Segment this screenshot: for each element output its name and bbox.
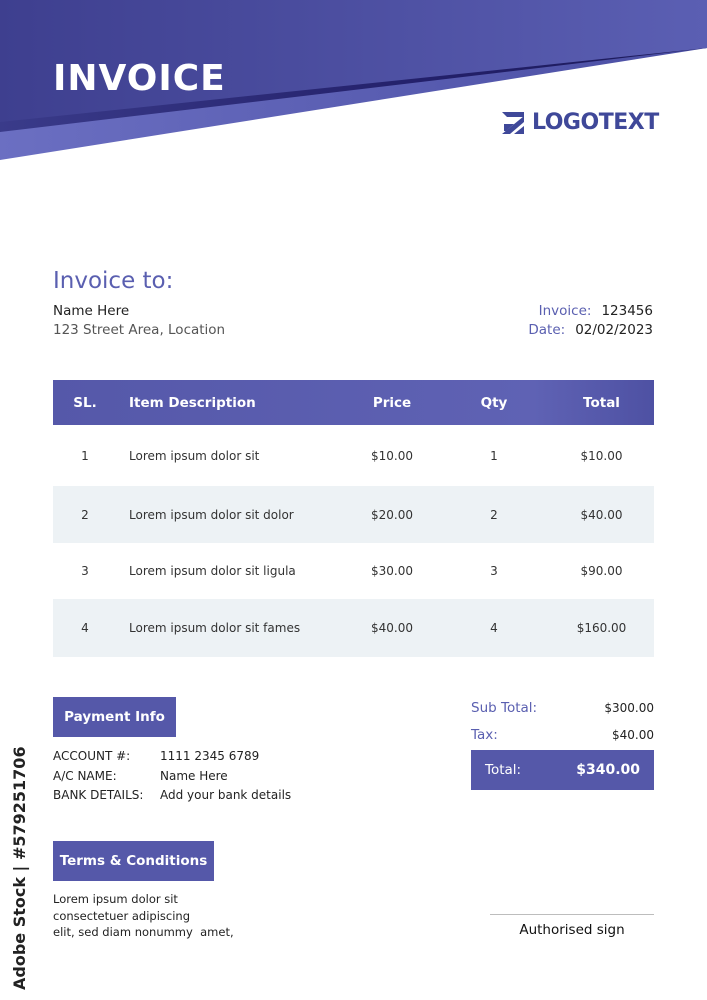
grand-total-label: Total:: [485, 762, 522, 778]
account-number-value: 1111 2345 6789: [160, 749, 260, 763]
invoice-number-row: [528, 302, 653, 321]
row-sl: 1: [81, 448, 89, 463]
payment-info-heading: Payment Info: [53, 697, 176, 737]
invoice-number-label: Invoice:: [538, 303, 592, 319]
row-qty: 2: [490, 507, 498, 522]
items-table: [53, 380, 654, 657]
row-sl: 3: [81, 564, 89, 578]
account-number-label: ACCOUNT #:: [53, 749, 131, 763]
client-name: Name Here: [53, 303, 130, 319]
payment-details: [53, 747, 291, 806]
table-header: [53, 380, 654, 425]
tax-row: [471, 721, 654, 748]
signature-label: Authorised sign: [519, 922, 625, 938]
row-price: $40.00: [371, 621, 413, 635]
stock-id-text: Adobe Stock | #579251706: [10, 746, 29, 990]
row-description: Lorem ipsum dolor sit dolor: [129, 507, 294, 522]
row-total: $160.00: [576, 621, 627, 635]
row-price: $30.00: [371, 564, 413, 578]
table-row: [53, 486, 654, 543]
account-name-row: [53, 767, 291, 787]
stripes-logo-icon: [502, 112, 524, 134]
row-description: Lorem ipsum dolor sit: [129, 448, 260, 463]
row-sl: 4: [81, 621, 89, 635]
invoice-meta: [528, 302, 653, 340]
row-qty: 1: [490, 448, 498, 463]
row-qty: 4: [490, 621, 498, 635]
bank-details-row: [53, 786, 291, 806]
tax-label: Tax:: [471, 726, 498, 743]
logo: [502, 110, 659, 135]
header-sl: SL.: [73, 394, 97, 411]
account-name-label: A/C NAME:: [53, 768, 117, 783]
logo-text: LOGOTEXT: [532, 110, 659, 135]
invoice-title: INVOICE: [53, 58, 226, 99]
subtotal-row: [471, 694, 654, 721]
invoice-number-value: 123456: [601, 303, 653, 319]
tax-value: $40.00: [612, 727, 654, 742]
table-row: [53, 543, 654, 599]
table-row: [53, 425, 654, 486]
header-description: Item Description: [129, 394, 256, 411]
bank-details-label: BANK DETAILS:: [53, 788, 144, 802]
account-name-value: Name Here: [160, 768, 228, 783]
row-description: Lorem ipsum dolor sit fames: [129, 621, 301, 635]
invoice-date-value: 02/02/2023: [575, 322, 653, 338]
terms-heading: Terms & Conditions: [53, 841, 214, 881]
row-price: $20.00: [371, 507, 413, 522]
header-qty: Qty: [480, 394, 508, 411]
totals-summary: [471, 694, 654, 748]
terms-line: consectetuer adipiscing: [53, 908, 191, 923]
row-sl: 2: [81, 507, 89, 522]
row-price: $10.00: [371, 448, 413, 463]
terms-line: Lorem ipsum dolor sit: [53, 892, 178, 906]
row-qty: 3: [490, 564, 498, 578]
terms-text: [53, 891, 273, 941]
row-description: Lorem ipsum dolor sit ligula: [129, 564, 296, 578]
grand-total-box: [471, 750, 654, 790]
row-total: $10.00: [580, 448, 623, 463]
invoice-date-row: [528, 321, 653, 340]
subtotal-label: Sub Total:: [471, 699, 538, 716]
row-total: $90.00: [580, 564, 623, 578]
signature-line: [490, 914, 654, 915]
bank-details-value: Add your bank details: [160, 788, 292, 802]
header-total: Total: [583, 394, 620, 411]
header-price: Price: [372, 394, 412, 411]
grand-total-value: $340.00: [576, 762, 640, 778]
row-total: $40.00: [580, 507, 623, 522]
subtotal-value: $300.00: [604, 700, 654, 715]
terms-line: elit, sed diam nonummy amet,: [53, 925, 234, 939]
account-number-row: [53, 747, 291, 767]
invoice-to-heading: Invoice to:: [53, 268, 174, 294]
table-row: [53, 599, 654, 657]
client-address: 123 Street Area, Location: [53, 322, 226, 338]
invoice-date-label: Date:: [528, 322, 566, 338]
